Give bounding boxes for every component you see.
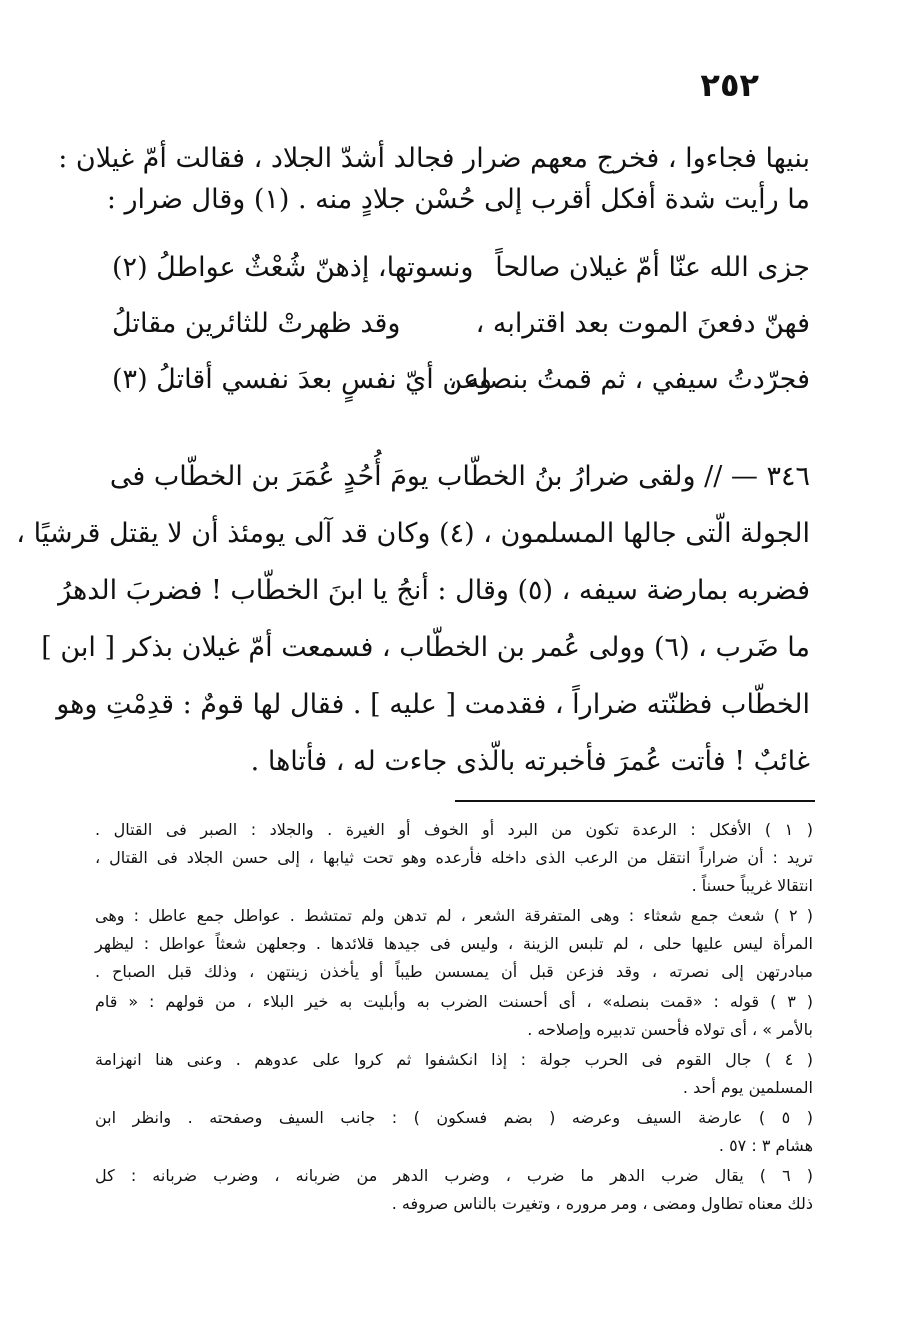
text-line: الجولة الّتى جالها المسلمون ، (٤) وكان قد آلى يومئذ أن لا يقتل قرشيًا ،: [16, 518, 810, 549]
footnote-2: [95, 902, 813, 986]
footnote-4: [95, 1046, 813, 1102]
footnote-line: ( ٦ ) يقال ضرب الدهر ما ضرب ، وضرب الدهر من ضربانه ، وضرب ضربانه : كل: [95, 1166, 814, 1185]
verse-first-hemistich: فجرّدتُ سيفي ، ثم قمتُ بنصله ،: [448, 364, 810, 395]
verse-line: [112, 364, 810, 420]
footnote-line: ( ٣ ) قوله : «قمت بنصله» ، أى أحسنت الضرب به وأبليت به خير البلاء ، من قولهم : « قام: [95, 992, 814, 1011]
text-line: ما ضَرب ، (٦) وولى عُمر بن الخطّاب ، فسمعت أمّ غيلان بذكر [ ابن ]: [41, 632, 810, 663]
footnote-line: ( ١ ) الأفكل : الرعدة تكون من البرد أو الخوف أو الغيرة . والجلاد : الصبر فى القتال .: [95, 820, 814, 839]
footnote-line: مبادرتهن إلى نصرته ، وقد فزعن قبل أن يمسسن طيباً أو يأخذن زينتهن ، وذلك قبل الصباح .: [95, 962, 813, 981]
footnote-line: ( ٤ ) جال القوم فى الحرب جولة : إذا انكشفوا ثم كروا على عدوهم . وعنى هنا انهزامة: [95, 1050, 813, 1069]
footnote-5: [95, 1104, 813, 1160]
footnotes: [95, 816, 813, 1220]
footnote-line: بالأمر » ، أى تولاه فأحسن تدبيره وإصلاحه .: [527, 1020, 813, 1039]
text-line: ٣٤٦ — // ولقى ضرارُ بنُ الخطّاب يومَ أُحُدٍ عُمَرَ بن الخطّاب فى: [109, 461, 810, 492]
poem: [112, 252, 810, 420]
footnote-line: ( ٥ ) عارضة السيف وعرضه ( بضم فسكون ) : جانب السيف وصفحته . وانظر ابن: [95, 1108, 814, 1127]
footnote-line: المسلمين يوم أحد .: [682, 1078, 813, 1097]
verse-line: [112, 252, 810, 308]
footnote-line: ذلك معناه تطاول ومضى ، ومر مروره ، وتغيرت بالناس صروفه .: [391, 1194, 813, 1213]
footnote-separator: [455, 800, 815, 802]
footnote-line: هشام ٣ : ٥٧ .: [718, 1136, 813, 1155]
footnote-1: [95, 816, 813, 900]
footnote-6: [95, 1162, 813, 1218]
verse-second-hemistich: وقد ظهرتْ للثائرين مقاتلُ: [112, 308, 401, 339]
footnote-line: ( ٢ ) شعث جمع شعثاء : وهى المتفرقة الشعر ، لم تدهن ولم تمتشط . عواطل جمع عاطل : وهى: [95, 906, 814, 925]
verse-first-hemistich: جزى الله عنّا أمّ غيلان صالحاً: [495, 252, 810, 283]
text-line: فضربه بمارضة سيفه ، (٥) وقال : أنجُ يا ابنَ الخطّاب ! فضربَ الدهرُ: [58, 575, 810, 606]
footnote-line: تريد : أن ضراراً انتقل من الرعب الذى داخله فأرعده وهو تحت ثيابها ، إلى حسن الجلاد فى القتال ،: [95, 848, 813, 867]
opening-text: [58, 138, 810, 220]
footnote-line: انتقالا غريباً حسناً .: [691, 876, 813, 895]
text-line: غائبٌ ! فأتت عُمرَ فأخبرته بالّذى جاءت له ، فأتاها .: [250, 746, 810, 777]
page-number: ٢٥٢: [700, 66, 759, 104]
verse-line: [112, 308, 810, 364]
text-line: ما رأيت شدة أفكل أقرب إلى حُسْن جلادٍ منه . (١) وقال ضرار :: [106, 184, 810, 215]
text-line: الخطّاب فظنّته ضراراً ، فقدمت [ عليه ] . فقال لها قومٌ : قدِمْتِ وهو: [56, 689, 810, 720]
paragraph-346: [16, 448, 810, 790]
verse-first-hemistich: فهنّ دفعنَ الموت بعد اقترابه ،: [475, 308, 810, 339]
footnote-line: المرأة ليس عليها حلى ، لم تلبس الزينة ، وليس فى جيدها قلائدها . وجعلهن شعثاً عواطل : ليظهر: [95, 934, 813, 953]
verse-second-hemistich: ونسوتها، إذهنّ شُعْثٌ عواطلُ (٢): [112, 252, 474, 283]
footnote-3: [95, 988, 813, 1044]
verse-second-hemistich: وعن أيّ نفسٍ بعدَ نفسي أقاتلُ (٣): [112, 364, 493, 395]
text-line: بنيها فجاءوا ، فخرج معهم ضرار فجالد أشدّ الجلاد ، فقالت أمّ غيلان :: [58, 143, 810, 174]
